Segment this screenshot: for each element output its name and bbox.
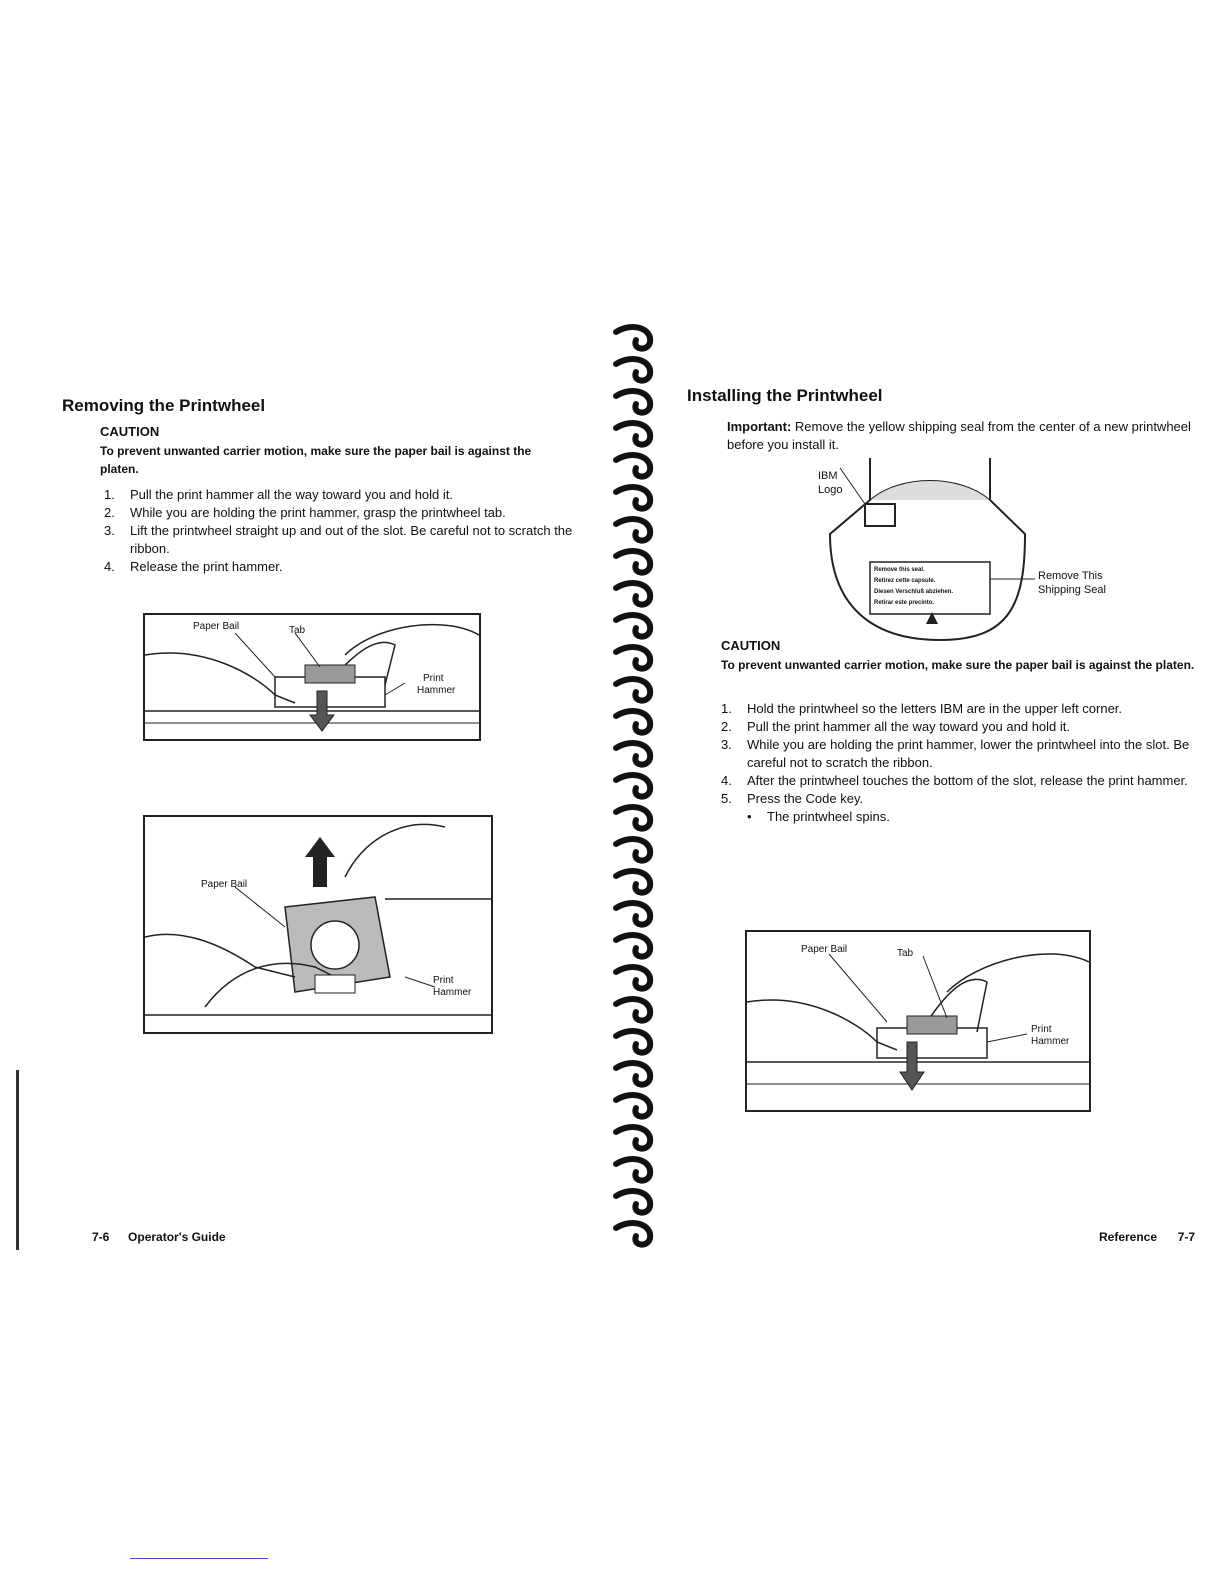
hands-installing-illustration xyxy=(747,932,1089,1110)
list-item: 1. Pull the print hammer all the way toward you and hold it. xyxy=(104,487,454,502)
list-item: 1. Hold the printwheel so the letters IBM are in the upper left corner. xyxy=(721,701,1123,716)
label-print: Print xyxy=(1031,1024,1052,1035)
label-tab: Tab xyxy=(897,948,914,959)
important-text: Remove the yellow shipping seal from the center of a new printwheel before you install it. xyxy=(727,419,1191,452)
label-ibm: IBM xyxy=(818,470,838,482)
label-remove-this: Remove This xyxy=(1038,570,1103,582)
figure-shipping-seal xyxy=(810,454,1130,644)
figure-lifting-printwheel xyxy=(143,815,493,1034)
list-item: 4. After the printwheel touches the bottom of the slot, release the print hammer. xyxy=(721,773,1188,788)
section-name: Reference xyxy=(1099,1230,1158,1244)
label-paper-bail: Paper Bail xyxy=(801,944,848,955)
label-tab: Tab xyxy=(289,625,306,636)
printwheel-seal-illustration xyxy=(810,454,1130,644)
section-title: Installing the Printwheel xyxy=(687,386,883,405)
list-item: 3. While you are holding the print hammer, lower the printwheel into the slot. Be careful not to scratch the ribbon. xyxy=(721,737,1190,770)
list-item: 4. Release the print hammer. xyxy=(104,559,283,574)
label-logo: Logo xyxy=(818,484,843,496)
book-title: Operator's Guide xyxy=(128,1230,226,1244)
bottom-rule xyxy=(130,1558,268,1559)
figure-removing-printwheel xyxy=(143,613,481,741)
sub-bullet: • The printwheel spins. xyxy=(747,809,890,824)
steps-list xyxy=(104,486,584,576)
caution-text: To prevent unwanted carrier motion, make sure the paper bail is against the platen. xyxy=(100,444,532,476)
caution-label: CAUTION xyxy=(721,638,781,653)
label-paper-bail: Paper Bail xyxy=(193,621,240,632)
left-page xyxy=(0,300,600,1260)
list-item: 5. Press the Code key. xyxy=(721,791,864,806)
right-page xyxy=(615,320,1224,1260)
list-item: 3. Lift the printwheel straight up and out of the slot. Be careful not to scratch the ribbon. xyxy=(104,523,573,556)
list-item: 2. Pull the print hammer all the way toward you and hold it. xyxy=(721,719,1071,734)
page-number: 7-7 xyxy=(1177,1230,1196,1244)
steps-list xyxy=(721,700,1221,826)
hands-lifting-illustration xyxy=(145,817,491,1032)
label-print: Print xyxy=(423,673,444,684)
caution-text: To prevent unwanted carrier motion, make sure the paper bail is against the platen. xyxy=(721,658,1195,672)
label-paper-bail: Paper Bail xyxy=(201,879,248,890)
figure-installing-printwheel xyxy=(745,930,1091,1112)
label-print: Print xyxy=(433,975,454,986)
footer-left xyxy=(92,1230,226,1244)
list-item: 2. While you are holding the print hammer, grasp the printwheel tab. xyxy=(104,505,506,520)
label-hammer: Hammer xyxy=(1031,1036,1070,1047)
caution-label: CAUTION xyxy=(100,424,160,439)
section-title: Removing the Printwheel xyxy=(62,396,266,415)
seal-text: Remove this seal. Retirez cette capsule. Diesen Verschluß abziehen. Retirar este precinto. xyxy=(874,567,954,606)
important-label: Important: xyxy=(727,419,792,434)
ibm-logo-icon xyxy=(865,504,895,526)
important-note xyxy=(727,418,1207,454)
footer-right xyxy=(1099,1230,1195,1244)
label-shipping-seal: Shipping Seal xyxy=(1038,584,1106,596)
page-number: 7-6 xyxy=(92,1230,110,1244)
label-hammer: Hammer xyxy=(433,987,472,998)
label-hammer: Hammer xyxy=(417,685,456,696)
